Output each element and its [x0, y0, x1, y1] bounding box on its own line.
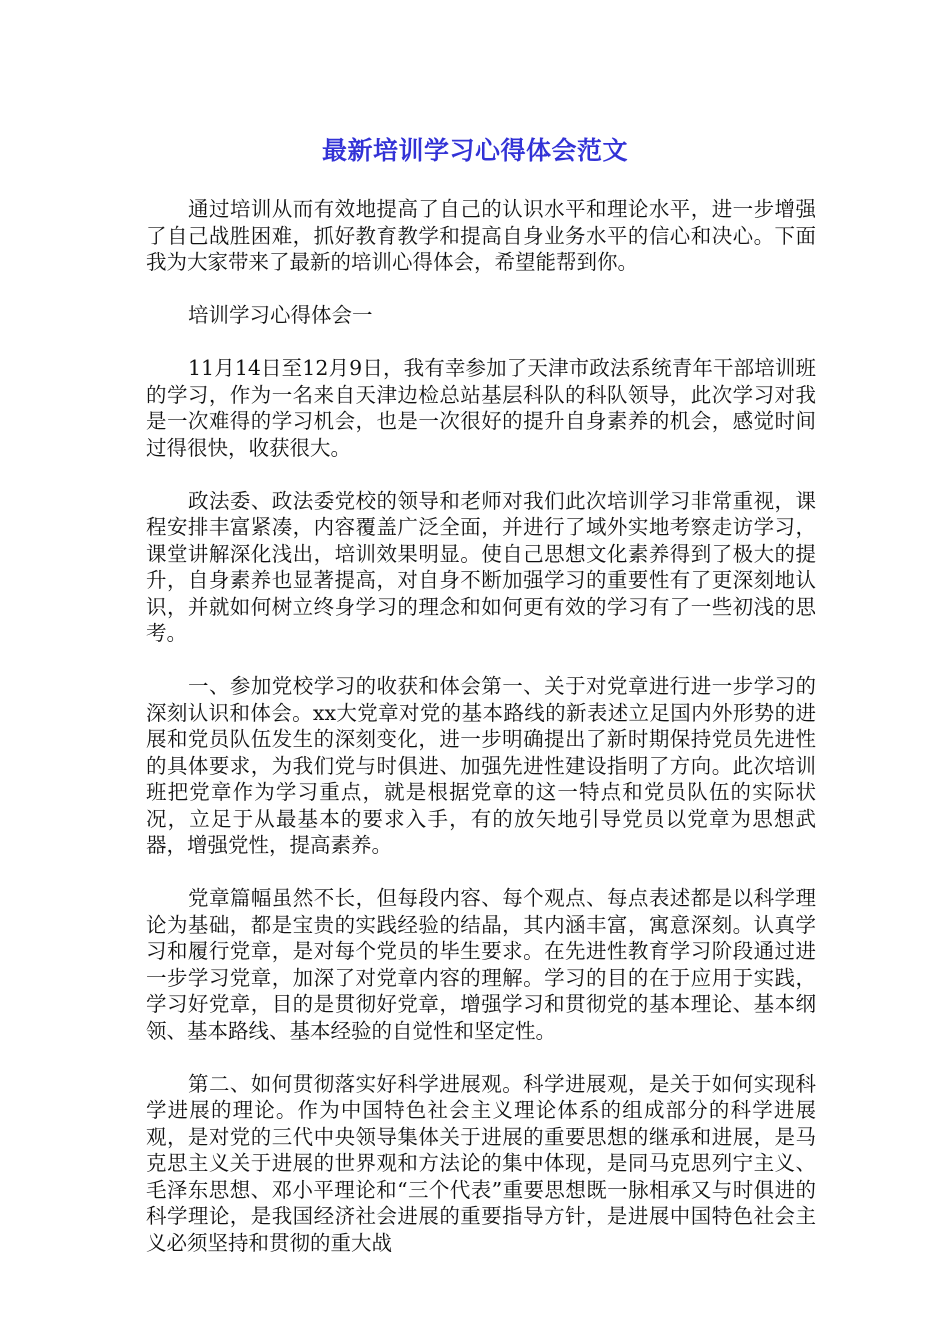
section-heading: 培训学习心得体会一: [188, 303, 373, 327]
body-paragraph: 第二、如何贯彻落实好科学进展观。科学进展观，是关于如何实现科学进展的理论。作为中国特色社会主义理论体系的组成部分的科学进展观，是对党的三代中央领导集体关于进展的重要思想的继承和进展，是马克思主义关于进展的世界观和方法论的集中体现，是同马克思列宁主义、毛泽东思想、邓小平理论和“三个代表”重要思想既一脉相承又与时俱进的科学理论，是我国经济社会进展的重要指导方针，是进展中国特色社会主义必须坚持和贯彻的重大战: [146, 1071, 816, 1255]
body-paragraph: 政法委、政法委党校的领导和老师对我们此次培训学习非常重视，课程安排丰富紧凑，内容覆盖广泛全面，并进行了域外实地考察走访学习，课堂讲解深化浅出，培训效果明显。使自己思想文化素养得到了极大的提升，自身素养也显著提高，对自身不断加强学习的重要性有了更深刻地认识，并就如何树立终身学习的理念和如何更有效的学习有了一些初浅的思考。: [146, 488, 816, 645]
intro-paragraph: 通过培训从而有效地提高了自己的认识水平和理论水平，进一步增强了自己战胜困难，抓好教育教学和提高自身业务水平的信心和决心。下面我为大家带来了最新的培训心得体会，希望能帮到你。: [146, 197, 816, 274]
document-title: 最新培训学习心得体会范文: [321, 136, 628, 165]
body-paragraph: 一、参加党校学习的收获和体会第一、关于对党章进行进一步学习的深刻认识和体会。xx大党章对党的基本路线的新表述立足国内外形势的进展和党员队伍发生的深刻变化，进一步明确提出了新时期保持党员先进性的具体要求，为我们党与时俱进、加强先进性建设指明了方向。此次培训班把党章作为学习重点，就是根据党章的这一特点和党员队伍的实际状况，立足于从最基本的要求入手，有的放矢地引导党员以党章为思想武器，增强党性，提高素养。: [146, 674, 816, 857]
body-paragraph: 党章篇幅虽然不长，但每段内容、每个观点、每点表述都是以科学理论为基础，都是宝贵的实践经验的结晶，其内涵丰富，寓意深刻。认真学习和履行党章，是对每个党员的毕生要求。在先进性教育学习阶段通过进一步学习党章，加深了对党章内容的理解。学习的目的在于应用于实践，学习好党章，目的是贯彻好党章，增强学习和贯彻党的基本理论、基本纲领、基本路线、基本经验的自觉性和坚定性。: [146, 886, 816, 1043]
document-body: [146, 196, 816, 1283]
body-paragraph: 11月14日至12月9日，我有幸参加了天津市政法系统青年干部培训班的学习，作为一名来自天津边检总站基层科队的科队领导，此次学习对我是一次难得的学习机会，也是一次很好的提升自身素养的机会，感觉时间过得很快，收获很大。: [146, 356, 816, 460]
